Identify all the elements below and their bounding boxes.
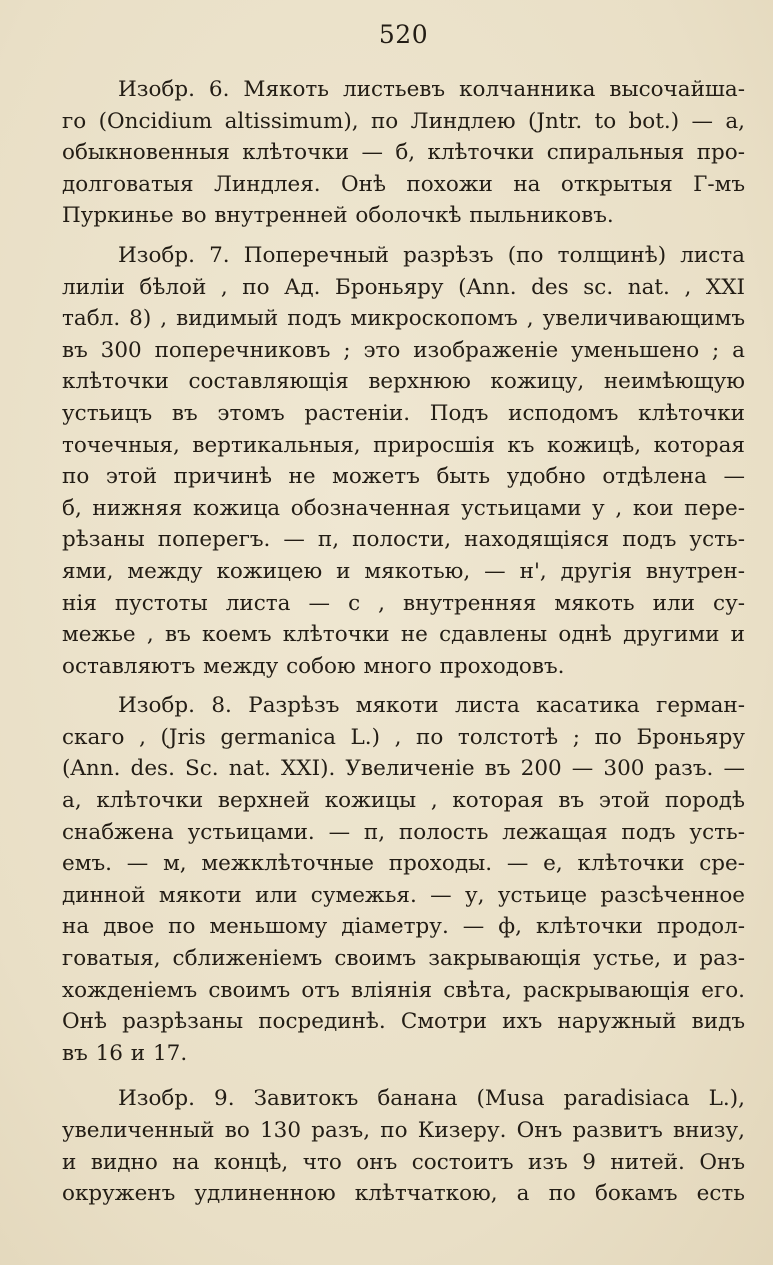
text-line: обыкновенныя клѣточки — б, клѣточки спиральныя про- — [62, 140, 745, 166]
text-line: нія пустоты листа — с , внутренняя мякоть или су- — [62, 590, 745, 616]
text-line: лиліи бѣлой , по Ад. Броньяру (Ann. des sc. nat. , XXI — [62, 274, 745, 300]
text-line: хожденіемъ своимъ отъ вліянія свѣта, раскрывающія его. — [62, 977, 745, 1003]
text-line: увеличенный во 130 разъ, по Кизеру. Онъ развитъ внизу, — [62, 1118, 745, 1143]
text-line: долговатыя Линдлея. Онѣ похожи на открытыя Г-мъ — [62, 171, 745, 197]
text-line: клѣточки составляющія верхнюю кожицу, неимѣющую — [62, 369, 745, 395]
text-line: въ 16 и 17. — [62, 1040, 188, 1066]
text-line: рѣзаны поперегъ. — п, полости, находящіяся подъ усть- — [62, 527, 745, 553]
text-line: Онѣ разрѣзаны посрединѣ. Смотри ихъ наружный видъ — [62, 1009, 745, 1035]
paragraph-fig-6 — [62, 74, 745, 232]
text-line: оставляютъ между собою много проходовъ. — [62, 653, 565, 679]
text-line: Изобр. 6. Мякоть листьевъ колчанника высочайша- — [118, 77, 745, 102]
text-line: окруженъ удлиненною клѣтчаткою, а по бокамъ есть — [62, 1181, 745, 1207]
text-line: ями, между кожицею и мякотью, — н', другія внутрен- — [62, 558, 745, 584]
text-line: по этой причинѣ не можетъ быть удобно отдѣлена — — [62, 464, 745, 490]
page-number: 520 — [378, 20, 429, 49]
text-line: емъ. — м, межклѣточные проходы. — е, клѣточки сре- — [62, 851, 745, 877]
paragraph-fig-7 — [62, 240, 745, 682]
text-line: на двое по меньшому діаметру. — ф, клѣточки продол- — [62, 914, 745, 940]
text-line: табл. 8) , видимый подъ микроскопомъ , увеличивающимъ — [62, 306, 745, 332]
text-line: динной мякоти или сумежья. — у, устьице разсѣченное — [62, 882, 745, 908]
text-line: го (Oncidium altissimum), по Линдлею (Jntr. to bot.) — а, — [62, 108, 745, 134]
text-line: снабжена устьицами. — п, полость лежащая подъ усть- — [62, 819, 745, 845]
text-line: межье , въ коемъ клѣточки не сдавлены однѣ другими и — [62, 622, 745, 648]
text-line: Пуркинье во внутренней оболочкѣ пыльниковъ. — [62, 203, 614, 229]
paragraph-fig-9 — [62, 1083, 745, 1209]
text-line: а, клѣточки верхней кожицы , которая въ этой породѣ — [62, 788, 745, 814]
text-line: точечныя, вертикальныя, приросшія къ кожицѣ, которая — [62, 432, 745, 458]
text-line: говатыя, сближеніемъ своимъ закрывающія устье, и раз- — [62, 946, 745, 972]
text-line: въ 300 поперечниковъ ; это изображеніе уменьшено ; а — [62, 337, 745, 363]
text-line: и видно на концѣ, что онъ состоитъ изъ 9 нитей. Онъ — [62, 1149, 745, 1175]
text-line: устьицъ въ этомъ растеніи. Подъ исподомъ клѣточки — [62, 400, 745, 426]
text-line: (Ann. des. Sc. nat. XXI). Увеличеніе въ 200 — 300 разъ. — — [62, 756, 745, 782]
text-line: Изобр. 7. Поперечный разрѣзъ (по толщинѣ) листа — [118, 242, 745, 268]
text-line: скаго , (Jris germanica L.) , по толстотѣ ; по Броньяру — [62, 724, 745, 750]
text-line: Изобр. 9. Завитокъ банана (Musa paradisiaca L.), — [118, 1086, 745, 1112]
text-line: Изобр. 8. Разрѣзъ мякоти листа касатика герман- — [118, 693, 745, 719]
text-line: б, нижняя кожица обозначенная устьицами у , кои пере- — [62, 495, 745, 521]
paragraph-fig-8 — [62, 690, 745, 1069]
